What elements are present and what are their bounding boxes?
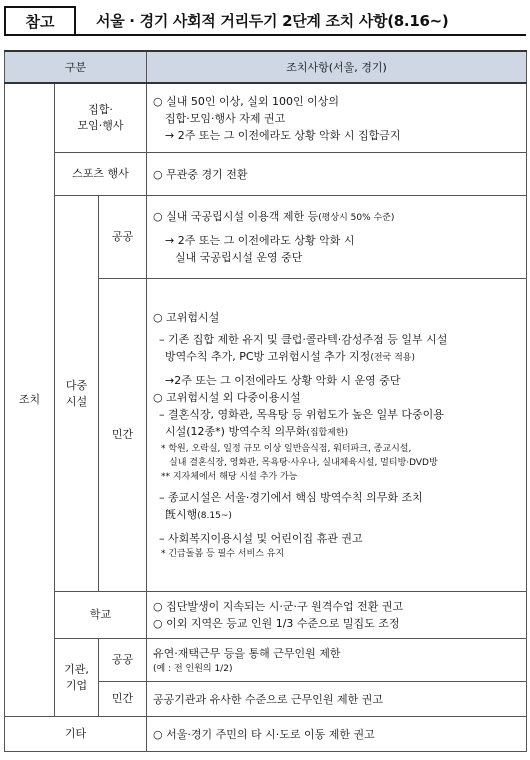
row-gathering bbox=[5, 83, 527, 153]
header-category: 구분 bbox=[5, 51, 147, 83]
label-jochi: 조치 bbox=[5, 83, 55, 717]
text-line: ○ 고위험시설 bbox=[153, 311, 220, 324]
label-etc: 기타 bbox=[5, 717, 147, 752]
text-line: – 사회복지이용시설 및 어린이집 휴관 권고 bbox=[159, 532, 363, 545]
label-school: 학교 bbox=[55, 592, 147, 639]
label-gathering-1: 집합· bbox=[88, 103, 113, 116]
page-header bbox=[4, 6, 526, 36]
row-etc bbox=[5, 717, 527, 752]
label-org-public: 공공 bbox=[99, 639, 147, 682]
row-sports bbox=[5, 153, 527, 196]
row-org-public bbox=[5, 639, 527, 682]
reference-tag: 참고 bbox=[4, 6, 76, 36]
label-multi-facility bbox=[55, 196, 99, 592]
footnote: 실내 결혼식장, 영화관, 목욕탕·사우나, 실내체육시설, 멀티방·DVD방 bbox=[169, 458, 438, 468]
content-sports bbox=[147, 153, 527, 196]
table-header-row bbox=[5, 51, 527, 83]
text-line: ○ 집단발생이 지속되는 시·군·구 원격수업 전환 권고 bbox=[153, 600, 404, 613]
text-paren: (8.15~) bbox=[197, 511, 232, 521]
label-gathering bbox=[55, 83, 147, 153]
text-paren: (예 : 전 인원의 1/2) bbox=[153, 663, 233, 674]
label-multi-1: 다중 bbox=[65, 378, 88, 392]
label-org-private: 민간 bbox=[99, 682, 147, 717]
row-multi-public bbox=[5, 196, 527, 279]
measures-table bbox=[4, 50, 527, 752]
text-line: ○ 고위험시설 외 다중이용시설 bbox=[153, 391, 301, 404]
text-line: 旣시행 bbox=[165, 508, 198, 521]
text-line: 유연·재택근무 등을 통해 근무인원 제한 bbox=[153, 646, 341, 660]
label-multi-2: 시설 bbox=[65, 394, 88, 408]
label-org-1: 기관, bbox=[64, 662, 89, 676]
text-line: 공공기관과 유사한 수준으로 근무인원 제한 권고 bbox=[153, 692, 384, 706]
text-line: – 기존 집합 제한 유지 및 클럽·콜라텍·감성주점 등 일부 시설 bbox=[159, 333, 448, 346]
text-line: → 2주 또는 그 이전에라도 상황 악화 시 집합금지 bbox=[165, 128, 401, 142]
content-org-public bbox=[147, 639, 527, 682]
label-multi-public: 공공 bbox=[99, 196, 147, 279]
content-multi-public bbox=[147, 196, 527, 279]
page-title: 서울 · 경기 사회적 거리두기 2단계 조치 사항(8.16~) bbox=[96, 12, 449, 30]
footnote: * 학원, 오락실, 일정 규모 이상 일반음식점, 워터파크, 종교시설, bbox=[161, 444, 412, 454]
footnote: * 긴급돌봄 등 필수 서비스 유지 bbox=[161, 549, 285, 559]
text-paren: (평상시 50% 수준) bbox=[318, 213, 395, 223]
content-school bbox=[147, 592, 527, 639]
row-school bbox=[5, 592, 527, 639]
text-line: – 종교시설은 서울·경기에서 핵심 방역수칙 의무화 조치 bbox=[159, 491, 423, 504]
text-line: 실내 국공립시설 운영 중단 bbox=[175, 251, 303, 264]
label-gathering-2: 모임·행사 bbox=[77, 119, 124, 132]
content-gathering bbox=[147, 83, 527, 153]
text-line: 집합·모임·행사 자제 권고 bbox=[165, 111, 286, 125]
header-measures: 조치사항(서울, 경기) bbox=[147, 51, 527, 83]
text-line: ○ 서울·경기 주민의 타 시·도로 이동 제한 권고 bbox=[153, 727, 375, 741]
text-line: ○ 이외 지역은 등교 인원 1/3 수준으로 밀집도 조정 bbox=[153, 617, 400, 630]
label-org-2: 기업 bbox=[65, 678, 88, 692]
text-line: ○ 무관중 경기 전환 bbox=[153, 167, 248, 181]
text-line: ○ 실내 50인 이상, 실외 100인 이상의 bbox=[153, 94, 339, 108]
label-sports: 스포츠 행사 bbox=[55, 153, 147, 196]
text-line: → 2주 또는 그 이전에라도 상황 악화 시 bbox=[165, 234, 355, 247]
label-multi-private: 민간 bbox=[99, 279, 147, 592]
text-paren: (집합제한) bbox=[306, 428, 349, 438]
content-etc bbox=[147, 717, 527, 752]
text-line: →2주 또는 그 이전에라도 상황 악화 시 운영 중단 bbox=[165, 374, 401, 387]
content-org-private bbox=[147, 682, 527, 717]
text-line: – 결혼식장, 영화관, 목욕탕 등 위험도가 높은 일부 다중이용 bbox=[159, 408, 444, 421]
footnote: ** 지자체에서 해당 시설 추가 가능 bbox=[161, 472, 298, 482]
text-line: 방역수칙 추가, PC방 고위험시설 추가 지정 bbox=[165, 350, 371, 363]
text-line: ○ 실내 국공립시설 이용객 제한 등 bbox=[153, 210, 319, 223]
text-paren: (전국 적용) bbox=[370, 353, 415, 363]
content-multi-private bbox=[147, 279, 527, 592]
label-org bbox=[55, 639, 99, 717]
text-line: 시설(12종*) 방역수칙 의무화 bbox=[165, 425, 307, 438]
